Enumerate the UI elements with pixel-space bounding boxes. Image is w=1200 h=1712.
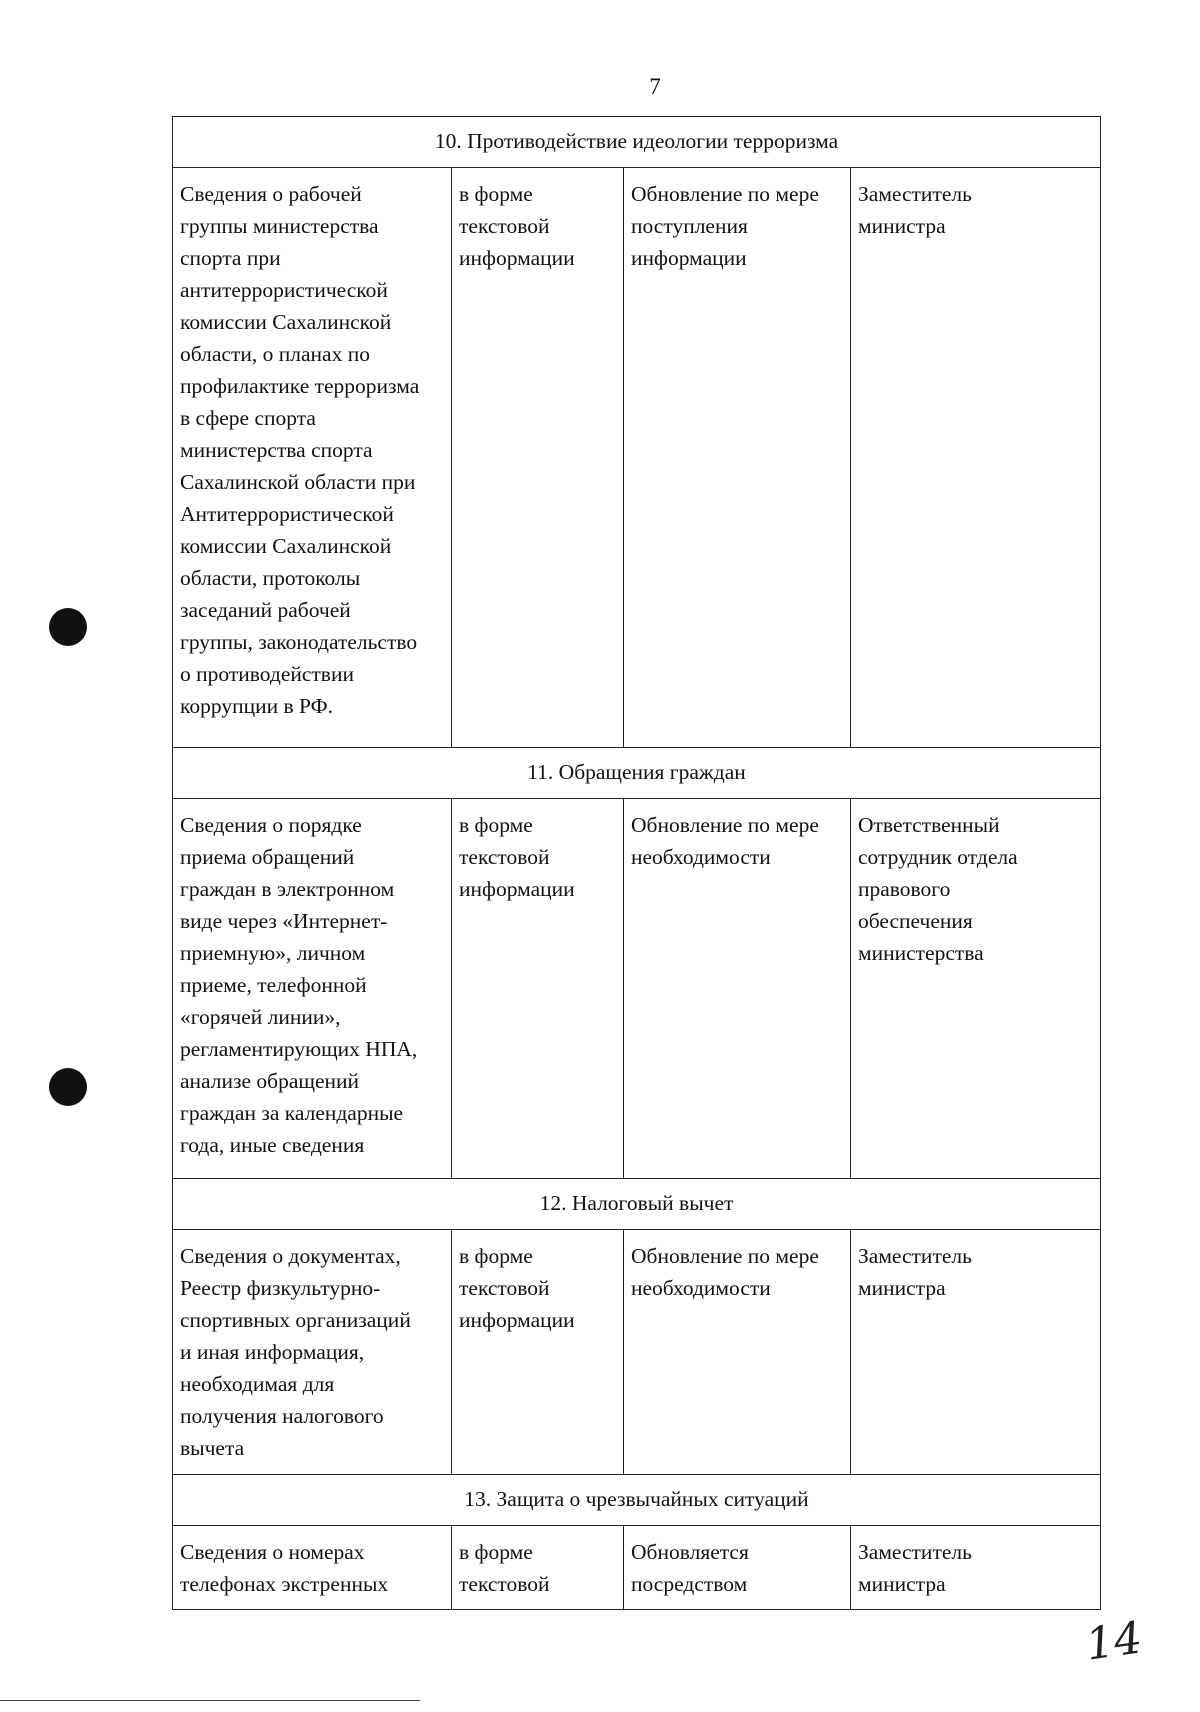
description-cell: Сведения о порядке приема обращений граждан в электронном виде через «Интернет- приемную», личном приеме, телефонной «горячей линии», регламентирующих НПА, анализе обращений граждан за календарные года, иные сведения	[173, 799, 452, 1179]
update-cell: Обновление по мере поступления информации	[624, 168, 851, 748]
section-title: 11. Обращения граждан	[173, 748, 1101, 799]
responsible-cell: Заместитель министра	[851, 168, 1101, 748]
form-cell: в форме текстовой	[452, 1526, 624, 1610]
section-title: 13. Защита о чрезвычайных ситуаций	[173, 1475, 1101, 1526]
section-header-row	[173, 1179, 1101, 1230]
page-number: 7	[649, 74, 661, 99]
section-header-row	[173, 748, 1101, 799]
description-cell: Сведения о документах, Реестр физкультурно- спортивных организаций и иная информация, необходимая для получения налогового вычета	[173, 1230, 452, 1475]
punch-hole-mark	[49, 1068, 87, 1106]
responsible-cell: Ответственный сотрудник отдела правового обеспечения министерства	[851, 799, 1101, 1179]
section-title: 12. Налоговый вычет	[173, 1179, 1101, 1230]
table-row	[173, 168, 1101, 748]
table-row	[173, 1230, 1101, 1475]
responsible-cell: Заместитель министра	[851, 1230, 1101, 1475]
document-table	[172, 116, 1101, 1610]
section-title: 10. Противодействие идеологии терроризма	[173, 117, 1101, 168]
form-cell: в форме текстовой информации	[452, 1230, 624, 1475]
table-row	[173, 799, 1101, 1179]
punch-hole-mark	[49, 608, 87, 646]
description-cell: Сведения о номерах телефонах экстренных	[173, 1526, 452, 1610]
section-header-row	[173, 1475, 1101, 1526]
form-cell: в форме текстовой информации	[452, 168, 624, 748]
description-cell: Сведения о рабочей группы министерства спорта при антитеррористической комиссии Сахалинской области, о планах по профилактике терроризма в сфере спорта министерства спорта Сахалинской области при Антитеррористической комиссии Сахалинской области, протоколы заседаний рабочей группы, законодательство о противодействии коррупции в РФ.	[173, 168, 452, 748]
handwritten-page-number: 14	[1082, 1612, 1146, 1671]
form-cell: в форме текстовой информации	[452, 799, 624, 1179]
table-row	[173, 1526, 1101, 1610]
scan-border-line	[0, 1700, 420, 1701]
section-header-row	[173, 117, 1101, 168]
responsible-cell: Заместитель министра	[851, 1526, 1101, 1610]
update-cell: Обновление по мере необходимости	[624, 1230, 851, 1475]
update-cell: Обновляется посредством	[624, 1526, 851, 1610]
update-cell: Обновление по мере необходимости	[624, 799, 851, 1179]
